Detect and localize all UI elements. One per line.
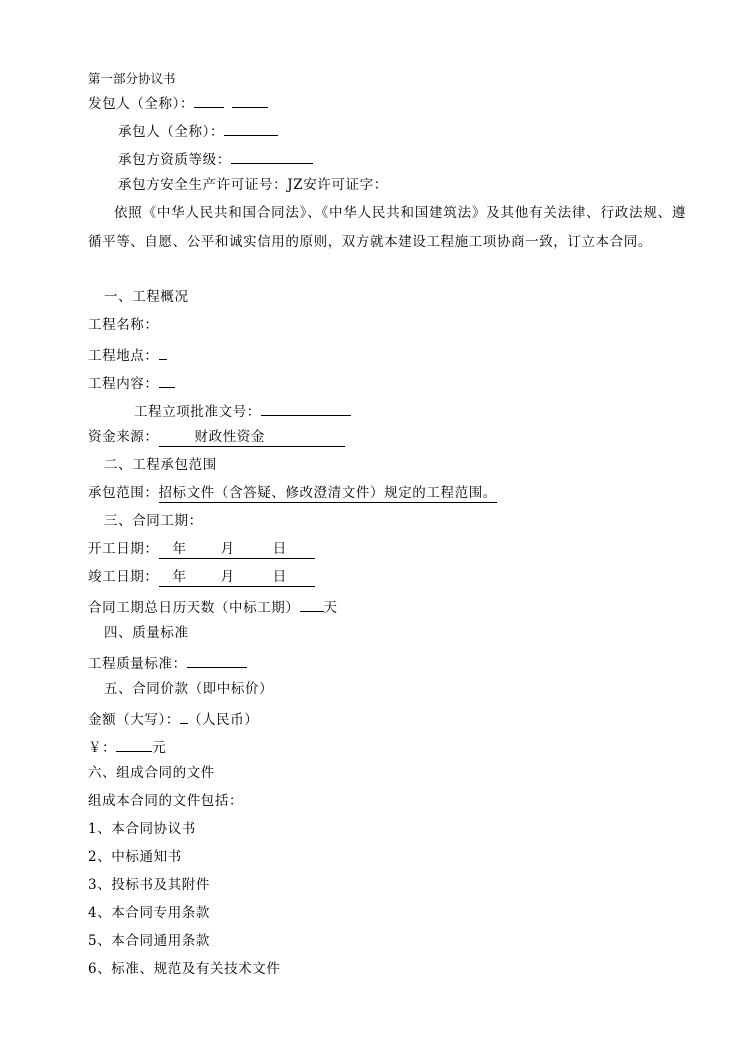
approval-no-label: 工程立项批准文号：: [134, 404, 261, 420]
list-item: 1、本合同协议书: [88, 821, 196, 837]
list-item: 5、本合同通用条款: [88, 933, 210, 949]
duration-line: [88, 596, 338, 617]
list-item: 4、本合同专用条款: [88, 905, 210, 921]
safety-license-line: 承包方安全生产许可证号：JZ安许可证字：: [118, 177, 388, 193]
amount-figure-line: [88, 736, 166, 757]
start-date-label: 开工日期：: [88, 541, 159, 557]
qualification-line: [118, 148, 313, 169]
quality-line: [88, 652, 247, 673]
section-6-heading: 六、组成合同的文件: [88, 765, 215, 781]
employer-label: 发包人（全称）：: [88, 96, 195, 112]
fund-source-field: [159, 429, 346, 447]
employer-blank-2: [232, 92, 268, 108]
start-date-line: [88, 540, 315, 558]
project-content-blank: [159, 372, 175, 388]
approval-no-line: [134, 400, 351, 421]
quality-blank: [187, 652, 247, 668]
amount-words-line: [88, 708, 258, 729]
finish-date-field: [159, 569, 315, 587]
qualification-blank: [231, 148, 313, 164]
project-content-line: [88, 372, 175, 393]
project-location-line: [88, 344, 167, 365]
amount-words-blank: [180, 708, 188, 724]
section-4-heading: 四、质量标准: [104, 625, 189, 641]
duration-unit: 天: [323, 600, 338, 616]
contractor-line: [118, 120, 278, 141]
fund-source-line: [88, 428, 345, 446]
start-year-label: 年: [172, 541, 187, 557]
employer-blank-1: [194, 92, 224, 108]
list-item: 3、投标书及其附件: [88, 877, 210, 893]
scope-line: [88, 484, 497, 502]
employer-line: [88, 92, 268, 113]
amount-figure-label: ￥：: [88, 740, 117, 756]
list-item: 6、标准、规范及有关技术文件: [88, 961, 281, 977]
duration-blank: [300, 596, 324, 612]
preamble-paragraph: 依照《中华人民共和国合同法》、《中华人民共和国建筑法》及其他有关法律、行政法规、遵循平等、自愿、公平和诚实信用的原则，双方就本建设工程施工项协商一致，订立本合同。: [88, 205, 686, 250]
finish-date-line: [88, 568, 315, 586]
finish-day-label: 日: [272, 569, 287, 585]
amount-words-suffix: （人民币）: [187, 712, 259, 728]
finish-year-label: 年: [172, 569, 187, 585]
section-5-heading: 五、合同价款（即中标价）: [104, 681, 274, 697]
part-title: 第一部分协议书: [88, 71, 176, 86]
project-location-blank: [159, 344, 167, 360]
duration-label: 合同工期总日历天数（中标工期）: [88, 600, 300, 616]
quality-label: 工程质量标准：: [88, 656, 187, 672]
qualification-label: 承包方资质等级：: [118, 152, 231, 168]
approval-no-blank: [261, 400, 351, 416]
project-name-label: 工程名称：: [88, 317, 159, 333]
section-1-heading: 一、工程概况: [104, 289, 189, 305]
amount-figure-blank: [116, 736, 152, 752]
finish-month-label: 月: [220, 569, 235, 585]
project-content-label: 工程内容：: [88, 376, 159, 392]
section-3-heading: 三、合同工期：: [104, 513, 203, 529]
fund-source-label: 资金来源：: [88, 429, 159, 445]
contractor-blank: [224, 120, 278, 136]
fund-source-value: 财政性资金: [194, 429, 265, 445]
amount-words-label: 金额（大写）：: [88, 712, 180, 728]
contractor-label: 承包人（全称）：: [118, 124, 225, 140]
section-2-heading: 二、工程承包范围: [104, 457, 217, 473]
start-month-label: 月: [220, 541, 235, 557]
project-location-label: 工程地点：: [88, 348, 159, 364]
docs-intro: 组成本合同的文件包括：: [88, 793, 244, 809]
scope-value: 招标文件（含答疑、修改澄清文件）规定的工程范围。: [158, 485, 497, 501]
start-day-label: 日: [272, 541, 287, 557]
list-item: 2、中标通知书: [88, 849, 182, 865]
scope-label: 承包范围：: [88, 485, 159, 501]
start-date-field: [159, 541, 315, 559]
amount-figure-unit: 元: [152, 740, 167, 756]
finish-date-label: 竣工日期：: [88, 569, 159, 585]
